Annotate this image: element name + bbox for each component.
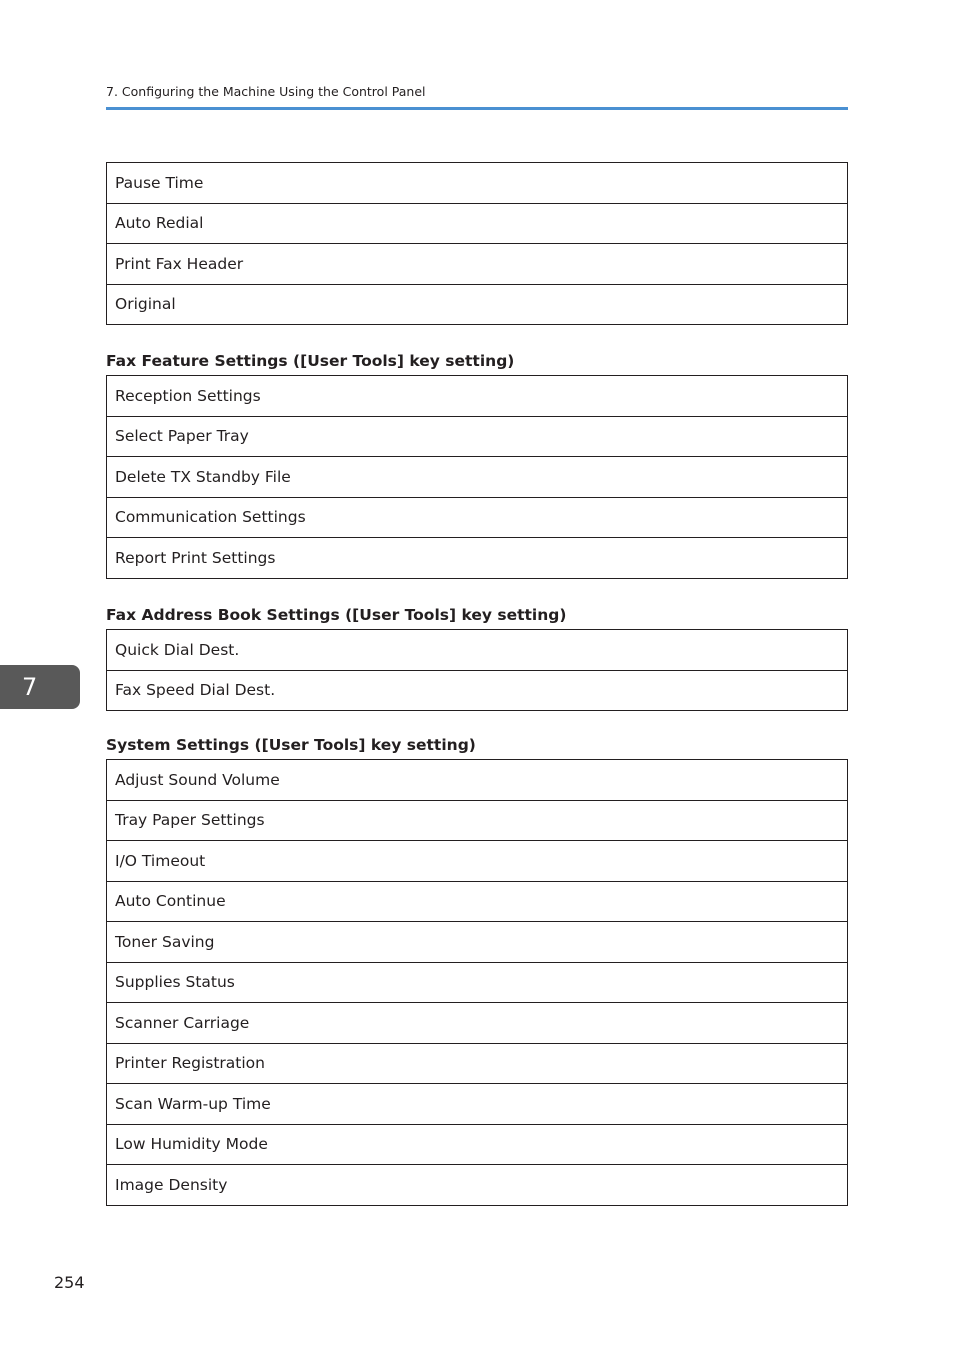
page-number: 254 [54,1273,85,1292]
table-row [107,760,848,801]
table-row [107,497,848,538]
table-cell: Adjust Sound Volume [107,760,848,801]
fax-feature-table [106,375,848,579]
table-cell: Image Density [107,1165,848,1206]
table-cell: Tray Paper Settings [107,800,848,841]
table-row [107,163,848,204]
table-cell: Scanner Carriage [107,1003,848,1044]
system-settings-table [106,759,848,1206]
fax-transmission-table [106,162,848,325]
table-row [107,538,848,579]
table-row [107,376,848,417]
table-cell: Auto Continue [107,881,848,922]
chapter-tab: 7 [0,665,80,709]
table-cell: Fax Speed Dial Dest. [107,670,848,711]
fax-address-book-table [106,629,848,711]
table-cell: I/O Timeout [107,841,848,882]
table-row [107,416,848,457]
table-cell: Communication Settings [107,497,848,538]
table-cell: Delete TX Standby File [107,457,848,498]
table-cell: Auto Redial [107,203,848,244]
section-title-system: System Settings ([User Tools] key setting) [106,736,476,754]
table-row [107,922,848,963]
table-cell: Select Paper Tray [107,416,848,457]
table-row [107,203,848,244]
table-row [107,881,848,922]
running-header: 7. Configuring the Machine Using the Control Panel [106,84,426,99]
table-row [107,962,848,1003]
table-row [107,630,848,671]
header-rule [106,107,848,110]
table-row [107,1003,848,1044]
table-row [107,457,848,498]
table-row [107,1165,848,1206]
table-cell: Report Print Settings [107,538,848,579]
table-cell: Printer Registration [107,1043,848,1084]
table-cell: Original [107,284,848,325]
table-cell: Low Humidity Mode [107,1124,848,1165]
table-row [107,800,848,841]
section-title-fax-feature: Fax Feature Settings ([User Tools] key setting) [106,352,515,370]
table-row [107,841,848,882]
table-row [107,1043,848,1084]
table-cell: Supplies Status [107,962,848,1003]
table-cell: Toner Saving [107,922,848,963]
table-row [107,670,848,711]
table-cell: Print Fax Header [107,244,848,285]
table-cell: Scan Warm-up Time [107,1084,848,1125]
table-cell: Quick Dial Dest. [107,630,848,671]
section-title-fax-address-book: Fax Address Book Settings ([User Tools] key setting) [106,606,567,624]
table-cell: Pause Time [107,163,848,204]
table-row [107,1124,848,1165]
table-row [107,1084,848,1125]
table-cell: Reception Settings [107,376,848,417]
table-row [107,244,848,285]
table-row [107,284,848,325]
